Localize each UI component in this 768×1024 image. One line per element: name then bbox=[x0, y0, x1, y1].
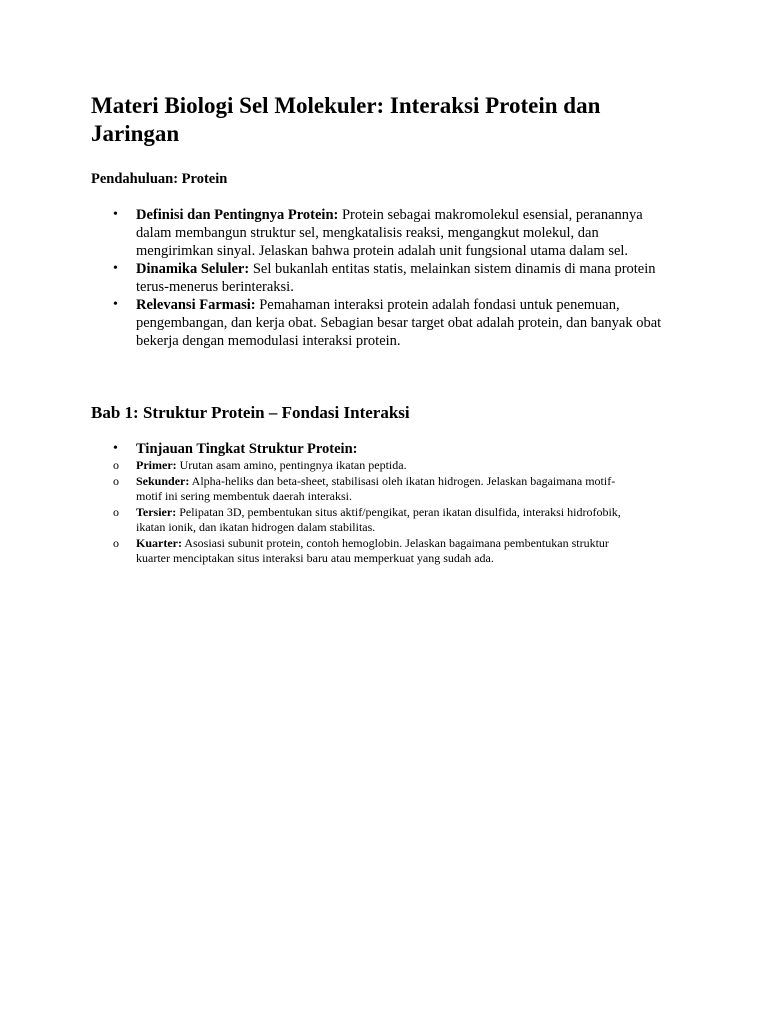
circle-bullet-icon: o bbox=[113, 473, 119, 488]
bullet-icon: • bbox=[113, 207, 118, 222]
subitem-text: Alpha-heliks dan beta-sheet, stabilisasi oleh ikatan hidrogen. Jelaskan bagaimana motif-motif ini sering membentuk daerah interaksi. bbox=[136, 473, 616, 503]
list-item bbox=[91, 260, 676, 296]
subitem-text: Pelipatan 3D, pembentukan situs aktif/pengikat, peran ikatan disulfida, interaksi hidrofobik, ikatan ionik, dan ikatan hidrogen dalam stabilitas. bbox=[136, 504, 621, 534]
sub-list-item bbox=[91, 505, 631, 536]
subitem-text: Urutan asam amino, pentingnya ikatan peptida. bbox=[176, 458, 407, 472]
list-item bbox=[91, 296, 676, 350]
bullet-icon: • bbox=[113, 441, 118, 456]
item-text: Protein sebagai makromolekul esensial, peranannya dalam membangun struktur sel, mengkatalisis reaksi, mengangkut molekul, dan mengirimkan sinyal. Jelaskan bahwa protein adalah unit fungsional utama dalam sel. bbox=[136, 207, 643, 259]
item-label: Dinamika Seluler: bbox=[136, 261, 250, 277]
chapter1-heading: Bab 1: Struktur Protein – Fondasi Interaksi bbox=[91, 403, 410, 422]
subitem-label: Sekunder: bbox=[136, 473, 190, 488]
intro-list bbox=[91, 206, 691, 350]
chapter1-list bbox=[91, 440, 691, 567]
sub-list-item bbox=[91, 536, 631, 567]
bullet-icon: • bbox=[113, 297, 118, 312]
item-label: Tinjauan Tingkat Struktur Protein: bbox=[136, 441, 358, 457]
item-text: Pemahaman interaksi protein adalah fondasi untuk penemuan, pengembangan, dan kerja obat. Sebagian besar target obat adalah protein, dan banyak obat bekerja dengan memodulasi interaksi protein. bbox=[136, 297, 662, 349]
sub-list bbox=[91, 458, 676, 567]
item-label: Relevansi Farmasi: bbox=[136, 297, 256, 313]
circle-bullet-icon: o bbox=[113, 535, 119, 550]
item-label: Definisi dan Pentingnya Protein: bbox=[136, 207, 339, 223]
subitem-label: Primer: bbox=[136, 458, 177, 472]
intro-heading: Pendahuluan: Protein bbox=[91, 171, 228, 187]
subitem-label: Tersier: bbox=[136, 504, 177, 519]
item-text: Sel bukanlah entitas statis, melainkan sistem dinamis di mana protein terus-menerus berinteraksi. bbox=[136, 261, 656, 295]
subitem-text: Asosiasi subunit protein, contoh hemoglobin. Jelaskan bagaimana pembentukan struktur kuarter menciptakan situs interaksi baru atau memperkuat yang sudah ada. bbox=[136, 535, 609, 565]
sub-list-item bbox=[91, 474, 631, 505]
document-title: Materi Biologi Sel Molekuler: Interaksi Protein dan Jaringan bbox=[91, 93, 601, 146]
bullet-icon: • bbox=[113, 261, 118, 276]
sub-list-item bbox=[91, 458, 631, 474]
circle-bullet-icon: o bbox=[113, 504, 119, 519]
list-item bbox=[91, 206, 676, 260]
subitem-label: Kuarter: bbox=[136, 535, 182, 550]
list-item bbox=[91, 440, 676, 567]
circle-bullet-icon: o bbox=[113, 458, 119, 472]
document-page bbox=[91, 92, 691, 567]
